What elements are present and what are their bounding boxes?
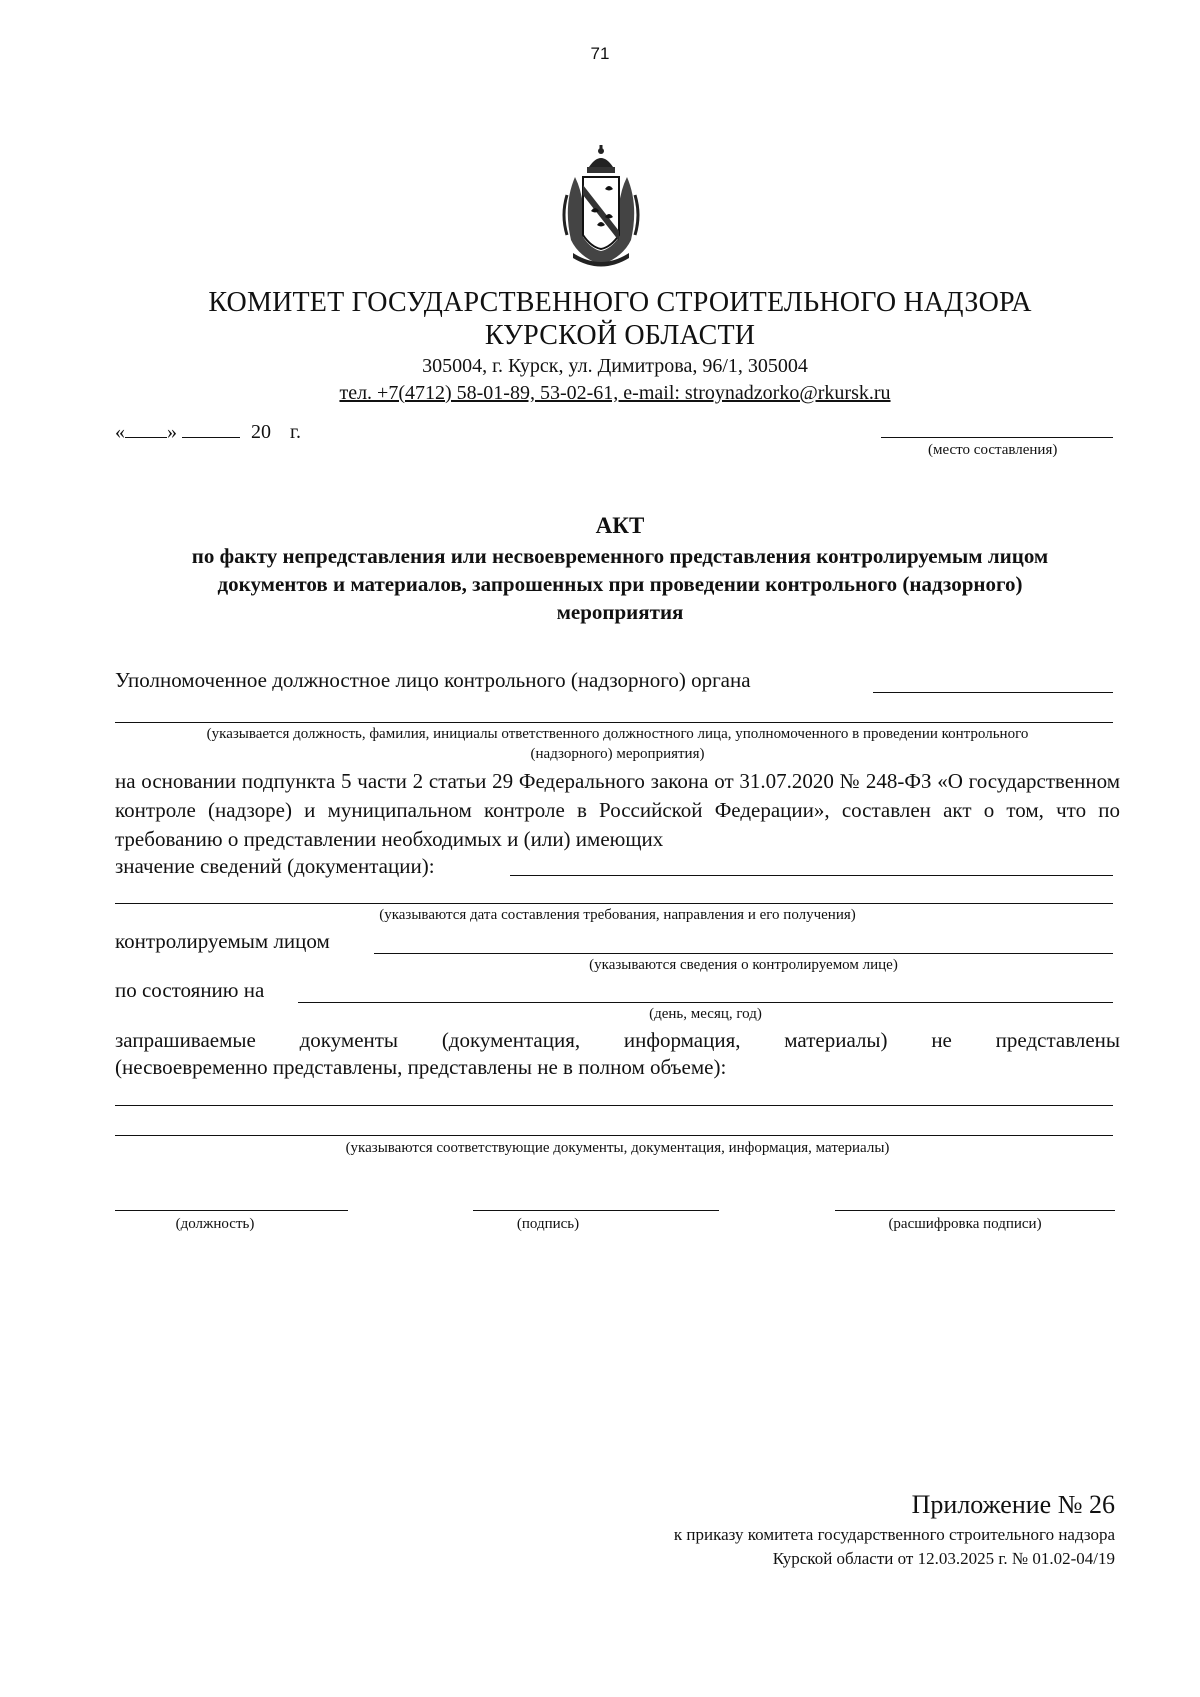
year-prefix: 20 (251, 421, 271, 443)
act-subtitle-line2: документов и материалов, запрошенных при проведении контрольного (надзорного) (217, 572, 1023, 596)
date-row (115, 417, 301, 444)
as-of-caption: (день, месяц, год) (649, 1006, 762, 1022)
organization-name-line1: КОМИТЕТ ГОСУДАРСТВЕННОГО СТРОИТЕЛЬНОГО НАДЗОРА (208, 287, 1032, 318)
controlled-label: контролируемым лицом (115, 929, 330, 953)
request-blank-2 (115, 903, 1113, 904)
as-of-label: по состоянию на (115, 978, 265, 1002)
organization-name-line2: КУРСКОЙ ОБЛАСТИ (484, 320, 756, 351)
date-open-quote: « (115, 421, 125, 443)
act-subtitle-line3: мероприятия (556, 600, 684, 624)
organization-contacts: тел. +7(4712) 58-01-89, 53-02-61, e-mail: stroynadzorko@rkursk.ru (339, 382, 891, 404)
official-blank-1 (873, 692, 1113, 693)
request-blank-1 (510, 875, 1113, 876)
organization-address: 305004, г. Курск, ул. Димитрова, 96/1, 305004 (422, 355, 808, 377)
controlled-blank (374, 953, 1113, 954)
official-label: Уполномоченное должностное лицо контрольного (надзорного) органа (115, 668, 751, 692)
position-blank (115, 1210, 348, 1211)
official-blank-2 (115, 722, 1113, 723)
docs-blank-2 (115, 1135, 1113, 1136)
docs-blank-1 (115, 1105, 1113, 1106)
signature-blank (473, 1210, 719, 1211)
year-suffix: г. (290, 421, 301, 443)
appendix-line1: к приказу комитета государственного строительного надзора (673, 1525, 1115, 1544)
official-caption-line1: (указывается должность, фамилия, инициалы ответственного должностного лица, уполномоченного в проведении контрольного (206, 726, 1029, 742)
official-caption-line2: (надзорного) мероприятия) (530, 746, 705, 762)
place-caption: (место составления) (928, 442, 1058, 458)
decryption-blank (835, 1210, 1115, 1211)
date-close-quote: » (167, 421, 177, 443)
page-number: 71 (590, 44, 610, 63)
kursk-coat-of-arms-icon (561, 145, 641, 270)
docs-paragraph: запрашиваемые документы (документация, информация, материалы) не представлены (115, 1028, 1120, 1052)
appendix-title: Приложение № 26 (911, 1490, 1115, 1519)
basis-paragraph: на основании подпункта 5 части 2 статьи 29 Федерального закона от 31.07.2020 № 248-ФЗ «О государственном контроле (надзоре) и муниципальном контроле в Российской Федерации», составлен акт о том, что по требованию о представлении необходимых и (или) имеющих (115, 769, 1120, 851)
position-caption: (должность) (175, 1216, 255, 1232)
act-title: АКТ (595, 513, 645, 538)
request-caption: (указываются дата составления требования, направления и его получения) (379, 907, 856, 923)
place-blank (881, 437, 1113, 438)
as-of-blank (298, 1002, 1113, 1003)
controlled-caption: (указываются сведения о контролируемом лице) (589, 957, 898, 973)
basis-last-line: значение сведений (документации): (115, 854, 435, 878)
decryption-caption: (расшифровка подписи) (888, 1216, 1042, 1232)
appendix-line2: Курской области от 12.03.2025 г. № 01.02-04/19 (772, 1549, 1115, 1568)
docs-caption: (указываются соответствующие документы, документация, информация, материалы) (345, 1140, 890, 1156)
act-subtitle-line1: по факту непредставления или несвоевременного представления контролируемым лицом (191, 544, 1049, 568)
month-blank (182, 417, 240, 438)
signature-caption: (подпись) (516, 1216, 580, 1232)
docs-last-line: (несвоевременно представлены, представлены не в полном объеме): (115, 1055, 727, 1079)
day-blank (125, 417, 167, 438)
